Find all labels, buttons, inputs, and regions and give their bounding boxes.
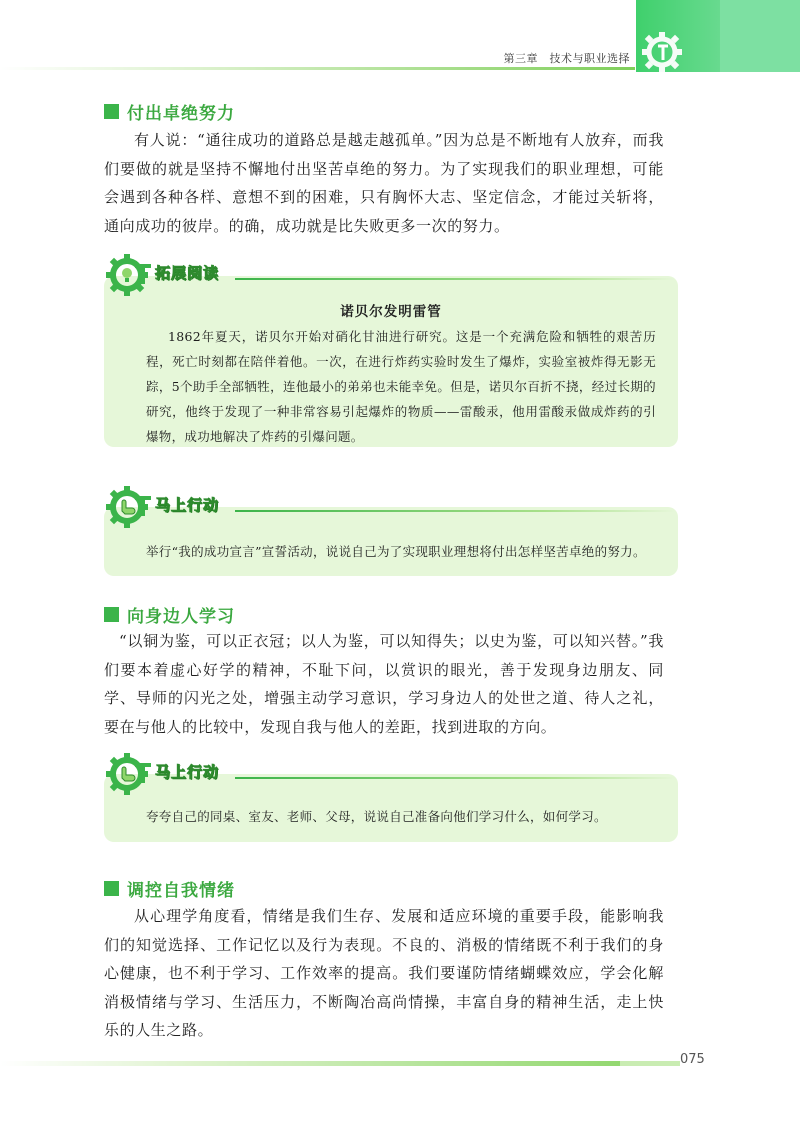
action-box-2-text: 夸夸自己的同桌、室友、老师、父母，说说自己准备向他们学习什么，如何学习。 (146, 809, 607, 824)
extended-reading-label: 拓展阅读 (155, 264, 220, 282)
section-heading-emotion: 调控自我情绪 (104, 876, 235, 901)
header-accent-light (720, 0, 800, 72)
reading-box-text: 1862年夏天，诺贝尔开始对硝化甘油进行研究。这是一个充满危险和牺牲的艰苦历程，死亡时刻都在陪伴着他。一次，在进行炸药实验时发生了爆炸，实验室被炸得无影无踪，5个助手全部牺牲，连他最小的弟弟也未能幸免。但是，诺贝尔百折不挠，经过长期的研究，他终于发现了一种非常容易引起爆炸的物质——雷酸汞，他用雷酸汞做成炸药的引爆物，成功地解决了炸药的引爆问题。 (146, 329, 656, 444)
page-number: 075 (680, 1052, 705, 1067)
gear-hand-icon (105, 484, 155, 530)
banner-rule (235, 510, 675, 512)
section-heading-effort: 付出卓绝努力 (104, 99, 235, 124)
section-heading-learn: 向身边人学习 (104, 602, 235, 627)
heading-bullet-icon (104, 881, 119, 896)
footer-rule-accent (620, 1061, 680, 1066)
action-banner-2 (105, 751, 675, 797)
extended-reading-box (104, 276, 678, 447)
heading-bullet-icon (104, 104, 119, 119)
banner-rule (235, 278, 675, 280)
gear-hand-icon (105, 751, 155, 797)
chapter-title: 第三章 技术与职业选择 (503, 52, 630, 65)
action-box-1-text: 举行“我的成功宣言”宣誓活动，说说自己为了实现职业理想将付出怎样坚苦卓绝的努力。 (146, 544, 646, 559)
reading-box-title: 诺贝尔发明雷管 (340, 304, 442, 320)
header-rule (0, 67, 635, 70)
footer-rule (0, 1061, 640, 1066)
action-label-1: 马上行动 (155, 496, 220, 514)
action-banner-1 (105, 484, 675, 530)
paragraph-effort: 有人说：“通往成功的道路总是越走越孤单。”因为总是不断地有人放弃，而我们要做的就是坚持不懈地付出坚苦卓绝的努力。为了实现我们的职业理想，可能会遇到各种各样、意想不到的困难，只有胸怀大志、坚定信念，才能过关斩将，通向成功的彼岸。的确，成功就是比失败更多一次的努力。 (104, 131, 664, 235)
action-label-2: 马上行动 (155, 763, 220, 781)
banner-rule (235, 777, 675, 779)
paragraph-emotion: 从心理学角度看，情绪是我们生存、发展和适应环境的重要手段，能影响我们的知觉选择、工作记忆以及行为表现。不良的、消极的情绪既不利于我们的身心健康，也不利于学习、工作效率的提高。我们要谨防情绪蝴蝶效应，学会化解消极情绪与学习、生活压力，不断陶冶高尚情操，丰富自身的精神生活，走上快乐的人生之路。 (104, 907, 664, 1039)
heading-bullet-icon (104, 607, 119, 622)
gear-logo-icon (640, 30, 684, 74)
paragraph-learn: “以铜为鉴，可以正衣冠；以人为鉴，可以知得失；以史为鉴，可以知兴替。”我们要本着虚心好学的精神，不耻下问，以赏识的眼光，善于发现身边朋友、同学、导师的闪光之处，增强主动学习意识，学习身边人的处世之道、待人之礼，要在与他人的比较中，发现自我与他人的差距，找到进取的方向。 (104, 632, 664, 736)
extended-reading-banner (105, 252, 675, 298)
gear-bulb-icon (105, 252, 155, 298)
